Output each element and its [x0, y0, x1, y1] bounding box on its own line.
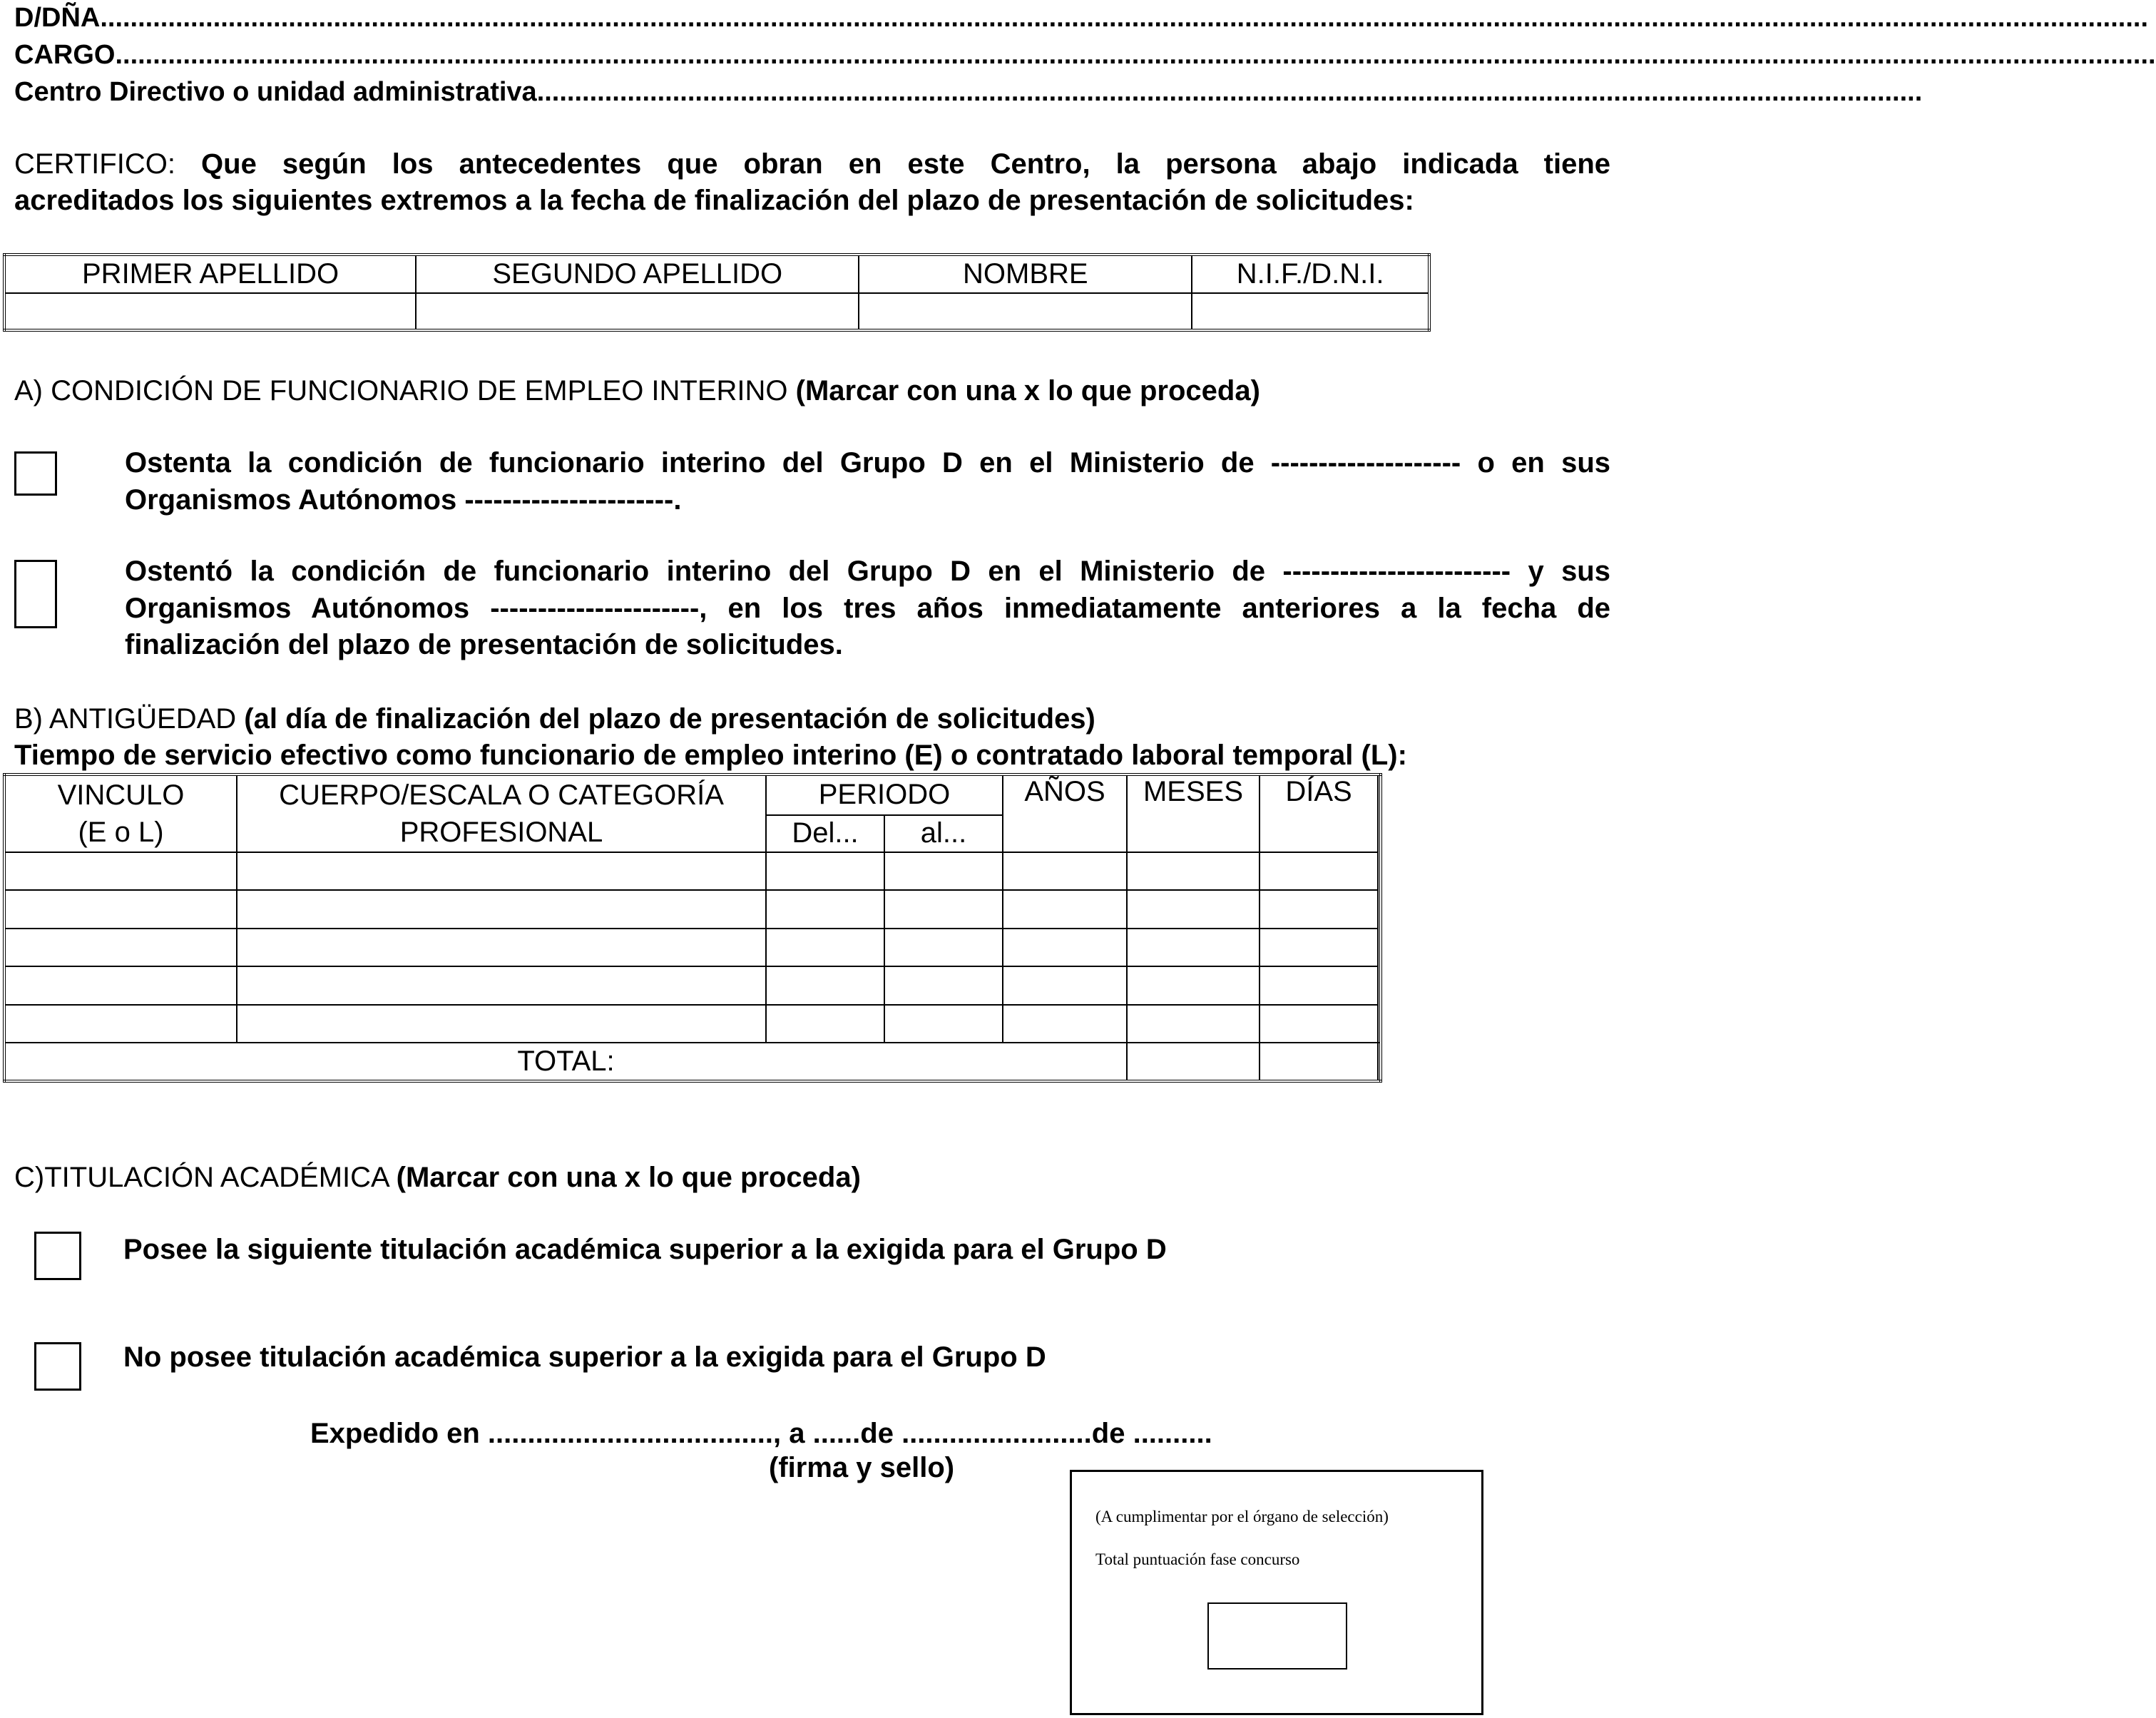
header-nombre: NOMBRE [859, 255, 1192, 293]
header-al: al... [884, 815, 1003, 852]
section-b-heading [14, 701, 1095, 737]
row-1-cuerpo[interactable] [237, 852, 766, 890]
cell-nif[interactable] [1192, 293, 1429, 330]
checkbox-posee[interactable] [34, 1232, 81, 1280]
row-1-del[interactable] [766, 852, 884, 890]
selection-box [1070, 1470, 1483, 1715]
row-1-vinculo[interactable] [4, 852, 237, 890]
header-anos: AÑOS [1003, 774, 1127, 852]
cell-nombre[interactable] [859, 293, 1192, 330]
expedido-line: Expedido en ...................................., a ......de ........................de .......... [310, 1418, 1212, 1449]
row-3-del[interactable] [766, 929, 884, 966]
header-vinculo [4, 774, 237, 852]
dona-dots: ................................................................................................................................................................................................................................................................................ [100, 3, 2148, 33]
option-ostento-line-1: Ostentó la condición de funcionario interino del Grupo D en el Ministerio de ------------------------ y sus [125, 556, 1610, 587]
row-2-del[interactable] [766, 890, 884, 928]
row-2-meses[interactable] [1127, 890, 1260, 928]
row-4-vinculo[interactable] [4, 966, 237, 1004]
selection-box-note: (A cumplimentar por el órgano de selección) [1095, 1508, 1389, 1525]
row-4-del[interactable] [766, 966, 884, 1004]
row-5-del[interactable] [766, 1005, 884, 1043]
option-no-posee: No posee titulación académica superior a la exigida para el Grupo D [123, 1341, 1046, 1373]
score-input-box[interactable] [1207, 1602, 1347, 1670]
total-meses[interactable] [1260, 1043, 1378, 1081]
cargo-dots: ............................................................................................................................................................................................................................................................................... [115, 40, 2156, 70]
checkbox-no-posee[interactable] [34, 1342, 81, 1391]
cargo-label: CARGO [14, 40, 116, 70]
section-a-hint: (Marcar con una x lo que proceda) [795, 375, 1260, 407]
header-nif: N.I.F./D.N.I. [1192, 255, 1429, 293]
cell-segundo-apellido[interactable] [416, 293, 859, 330]
option-posee: Posee la siguiente titulación académica superior a la exigida para el Grupo D [123, 1234, 1167, 1265]
option-ostenta-line-2: Organismos Autónomos ----------------------. [125, 484, 682, 516]
row-4-dias[interactable] [1260, 966, 1378, 1004]
section-c-hint: (Marcar con una x lo que proceda) [396, 1162, 861, 1193]
row-3-cuerpo[interactable] [237, 929, 766, 966]
header-meses: MESES [1127, 774, 1260, 852]
row-5-cuerpo[interactable] [237, 1005, 766, 1043]
centro-dots: ........................................................................................................................................................................................ [536, 77, 1923, 107]
firma-label: (firma y sello) [769, 1452, 955, 1483]
section-a-title: A) CONDICIÓN DE FUNCIONARIO DE EMPLEO INTERINO [14, 375, 788, 407]
row-1-anos[interactable] [1003, 852, 1127, 890]
header-cuerpo-1: CUERPO/ESCALA O CATEGORÍA [279, 779, 724, 811]
person-table [3, 253, 1431, 332]
checkbox-ostento[interactable] [14, 560, 57, 628]
row-4-cuerpo[interactable] [237, 966, 766, 1004]
row-3-vinculo[interactable] [4, 929, 237, 966]
cargo-line[interactable] [14, 37, 2156, 73]
row-5-anos[interactable] [1003, 1005, 1127, 1043]
section-c-title: C)TITULACIÓN ACADÉMICA [14, 1162, 389, 1193]
total-label: TOTAL: [4, 1043, 1127, 1081]
header-del: Del... [766, 815, 884, 852]
section-b-hint: (al día de finalización del plazo de presentación de solicitudes) [244, 703, 1095, 735]
row-1-al[interactable] [884, 852, 1003, 890]
row-4-anos[interactable] [1003, 966, 1127, 1004]
certifico-text-1: Que según los antecedentes que obran en este Centro, la persona abajo indicada tiene [201, 148, 1610, 180]
row-4-al[interactable] [884, 966, 1003, 1004]
checkbox-ostenta[interactable] [14, 451, 57, 496]
dona-label: D/DÑA [14, 3, 101, 33]
row-3-dias[interactable] [1260, 929, 1378, 966]
selection-box-label: Total puntuación fase concurso [1095, 1550, 1300, 1568]
certifico-line-1 [14, 146, 1610, 182]
header-dias: DÍAS [1260, 774, 1378, 852]
option-ostento-line-3: finalización del plazo de presentación de solicitudes. [125, 629, 843, 660]
antiguedad-table [3, 773, 1382, 1083]
row-2-anos[interactable] [1003, 890, 1127, 928]
row-2-vinculo[interactable] [4, 890, 237, 928]
section-a-heading [14, 373, 1260, 409]
cell-primer-apellido[interactable] [4, 293, 416, 330]
certifico-line-2: acreditados los siguientes extremos a la fecha de finalización del plazo de presentación de solicitudes: [14, 185, 1414, 216]
row-5-vinculo[interactable] [4, 1005, 237, 1043]
centro-label: Centro Directivo o unidad administrativa [14, 77, 537, 107]
row-3-al[interactable] [884, 929, 1003, 966]
option-ostento-line-2: Organismos Autónomos ----------------------, en los tres años inmediatamente anteriores a la fecha de [125, 593, 1610, 624]
row-5-dias[interactable] [1260, 1005, 1378, 1043]
header-vinculo-2: (E o L) [78, 817, 164, 848]
header-segundo-apellido: SEGUNDO APELLIDO [416, 255, 859, 293]
certifico-prefix: CERTIFICO: [14, 148, 175, 180]
header-periodo: PERIODO [766, 774, 1003, 815]
centro-line[interactable] [14, 74, 1923, 110]
row-3-meses[interactable] [1127, 929, 1260, 966]
header-cuerpo-2: PROFESIONAL [399, 817, 603, 848]
dona-line[interactable] [14, 0, 2148, 36]
header-primer-apellido: PRIMER APELLIDO [4, 255, 416, 293]
header-vinculo-1: VINCULO [57, 779, 185, 811]
row-4-meses[interactable] [1127, 966, 1260, 1004]
section-b-title: B) ANTIGÜEDAD [14, 703, 237, 735]
header-cuerpo [237, 774, 766, 852]
total-anos[interactable] [1127, 1043, 1260, 1081]
row-2-cuerpo[interactable] [237, 890, 766, 928]
row-1-meses[interactable] [1127, 852, 1260, 890]
section-c-heading [14, 1160, 861, 1195]
row-3-anos[interactable] [1003, 929, 1127, 966]
option-ostenta-line-1: Ostenta la condición de funcionario interino del Grupo D en el Ministerio de -------------------- o en sus [125, 447, 1610, 479]
row-2-dias[interactable] [1260, 890, 1378, 928]
row-5-al[interactable] [884, 1005, 1003, 1043]
total-dias[interactable] [1378, 1043, 1381, 1081]
row-5-meses[interactable] [1127, 1005, 1260, 1043]
row-1-dias[interactable] [1260, 852, 1378, 890]
row-2-al[interactable] [884, 890, 1003, 928]
section-b-subtitle: Tiempo de servicio efectivo como funcionario de empleo interino (E) o contratado laboral temporal (L): [14, 740, 1407, 771]
